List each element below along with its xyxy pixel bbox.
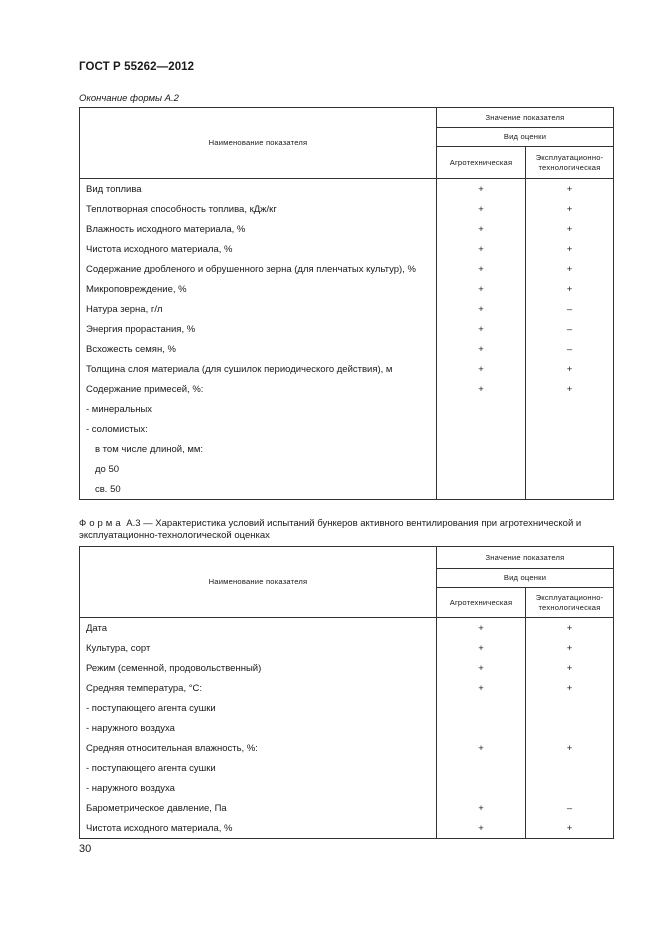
value-group-header: Значение показателя <box>437 547 614 569</box>
row-agro-mark <box>437 778 526 798</box>
row-agro-mark <box>437 399 526 419</box>
row-expl-mark: + <box>526 818 614 839</box>
row-expl-mark <box>526 758 614 778</box>
row-agro-mark: + <box>437 379 526 399</box>
row-expl-mark <box>526 419 614 439</box>
agro-column-header: Агротехническая <box>437 588 526 618</box>
table-row <box>80 199 614 219</box>
row-expl-mark: + <box>526 738 614 758</box>
table-row <box>80 339 614 359</box>
table-row <box>80 638 614 658</box>
row-name: Чистота исходного материала, % <box>80 239 437 259</box>
row-agro-mark <box>437 479 526 500</box>
row-name: Теплотворная способность топлива, кДж/кг <box>80 199 437 219</box>
table-row <box>80 399 614 419</box>
row-name: - минеральных <box>80 399 437 419</box>
row-expl-mark: + <box>526 678 614 698</box>
row-name: Культура, сорт <box>80 638 437 658</box>
table-row <box>80 379 614 399</box>
table-row <box>80 299 614 319</box>
name-column-header: Наименование показателя <box>80 547 437 618</box>
table-row <box>80 758 614 778</box>
row-expl-mark <box>526 698 614 718</box>
row-agro-mark: + <box>437 359 526 379</box>
row-name: - наружного воздуха <box>80 718 437 738</box>
row-agro-mark <box>437 439 526 459</box>
form-a2-head <box>80 108 614 179</box>
row-name: Режим (семенной, продовольственный) <box>80 658 437 678</box>
row-expl-mark <box>526 778 614 798</box>
row-expl-mark <box>526 459 614 479</box>
row-name: Средняя температура, °С: <box>80 678 437 698</box>
expl-column-header <box>526 588 614 618</box>
form-a3-caption <box>79 518 616 542</box>
table-row <box>80 239 614 259</box>
row-expl-mark: + <box>526 618 614 639</box>
row-agro-mark: + <box>437 259 526 279</box>
row-expl-mark: – <box>526 339 614 359</box>
row-name: Содержание примесей, %: <box>80 379 437 399</box>
table-row <box>80 179 614 200</box>
form-a3-caption-prefix: Форма <box>79 518 124 529</box>
document-code: ГОСТ Р 55262—2012 <box>79 61 195 73</box>
row-name: Барометрическое давление, Па <box>80 798 437 818</box>
row-agro-mark: + <box>437 299 526 319</box>
row-expl-mark: + <box>526 379 614 399</box>
row-expl-mark <box>526 399 614 419</box>
form-a2-body <box>80 179 614 500</box>
row-agro-mark: + <box>437 618 526 639</box>
page-number: 30 <box>79 843 92 855</box>
table-row <box>80 319 614 339</box>
row-agro-mark: + <box>437 319 526 339</box>
row-expl-mark: + <box>526 638 614 658</box>
row-expl-mark: + <box>526 359 614 379</box>
row-name: до 50 <box>80 459 437 479</box>
expl-header-line1: Эксплуатационно- <box>535 592 604 602</box>
row-name: Вид топлива <box>80 179 437 200</box>
row-name: Содержание дробленого и обрушенного зерна (для пленчатых культур), % <box>80 259 437 279</box>
table-row <box>80 678 614 698</box>
form-a3-head <box>80 547 614 618</box>
row-expl-mark: – <box>526 299 614 319</box>
row-agro-mark <box>437 459 526 479</box>
row-expl-mark: + <box>526 179 614 200</box>
row-name: Толщина слоя материала (для сушилок периодического действия), м <box>80 359 437 379</box>
row-name: - поступающего агента сушки <box>80 758 437 778</box>
row-name: в том числе длиной, мм: <box>80 439 437 459</box>
row-agro-mark: + <box>437 658 526 678</box>
row-agro-mark: + <box>437 738 526 758</box>
row-agro-mark: + <box>437 638 526 658</box>
form-a3-caption-text: А.3 — Характеристика условий испытаний бункеров активного вентилирования при агротехнической и эксплуатационно-технологической оценках <box>79 518 582 541</box>
row-agro-mark <box>437 698 526 718</box>
row-expl-mark: – <box>526 798 614 818</box>
agro-column-header: Агротехническая <box>437 147 526 179</box>
row-expl-mark: + <box>526 279 614 299</box>
expl-header-line1: Эксплуатационно- <box>535 152 604 162</box>
table-row <box>80 419 614 439</box>
row-agro-mark <box>437 718 526 738</box>
table-row <box>80 279 614 299</box>
form-a3-table <box>79 546 614 839</box>
expl-header-line2: технологическая <box>538 602 601 612</box>
eval-group-header: Вид оценки <box>437 569 614 588</box>
row-name: Энергия прорастания, % <box>80 319 437 339</box>
row-expl-mark <box>526 439 614 459</box>
table-row <box>80 439 614 459</box>
row-name: - наружного воздуха <box>80 778 437 798</box>
form-a3-body <box>80 618 614 839</box>
row-agro-mark <box>437 419 526 439</box>
row-name: - поступающего агента сушки <box>80 698 437 718</box>
table-row <box>80 698 614 718</box>
row-name: Дата <box>80 618 437 639</box>
table-row <box>80 778 614 798</box>
table-row <box>80 259 614 279</box>
row-name: Натура зерна, г/л <box>80 299 437 319</box>
row-name: Всхожесть семян, % <box>80 339 437 359</box>
table-row <box>80 718 614 738</box>
row-expl-mark: + <box>526 199 614 219</box>
row-agro-mark: + <box>437 339 526 359</box>
row-agro-mark: + <box>437 219 526 239</box>
eval-group-header: Вид оценки <box>437 128 614 147</box>
row-name: св. 50 <box>80 479 437 500</box>
table-row <box>80 658 614 678</box>
row-agro-mark: + <box>437 279 526 299</box>
row-name: Чистота исходного материала, % <box>80 818 437 839</box>
table-row <box>80 738 614 758</box>
form-a2-table <box>79 107 614 500</box>
table-row <box>80 798 614 818</box>
table-row <box>80 818 614 839</box>
table-row <box>80 479 614 500</box>
row-agro-mark: + <box>437 179 526 200</box>
row-agro-mark: + <box>437 239 526 259</box>
row-agro-mark: + <box>437 199 526 219</box>
row-expl-mark: + <box>526 259 614 279</box>
row-expl-mark: – <box>526 319 614 339</box>
expl-column-header <box>526 147 614 179</box>
name-column-header: Наименование показателя <box>80 108 437 179</box>
row-expl-mark <box>526 479 614 500</box>
row-name: Влажность исходного материала, % <box>80 219 437 239</box>
expl-header-line2: технологическая <box>538 162 601 172</box>
table-row <box>80 219 614 239</box>
row-agro-mark <box>437 758 526 778</box>
row-name: - соломистых: <box>80 419 437 439</box>
row-expl-mark <box>526 718 614 738</box>
row-name: Микроповреждение, % <box>80 279 437 299</box>
row-expl-mark: + <box>526 658 614 678</box>
row-agro-mark: + <box>437 798 526 818</box>
value-group-header: Значение показателя <box>437 108 614 128</box>
form-a2-caption: Окончание формы А.2 <box>79 93 179 104</box>
table-row <box>80 459 614 479</box>
row-name: Средняя относительная влажность, %: <box>80 738 437 758</box>
row-expl-mark: + <box>526 239 614 259</box>
table-row <box>80 359 614 379</box>
table-row <box>80 618 614 639</box>
row-agro-mark: + <box>437 678 526 698</box>
row-agro-mark: + <box>437 818 526 839</box>
row-expl-mark: + <box>526 219 614 239</box>
